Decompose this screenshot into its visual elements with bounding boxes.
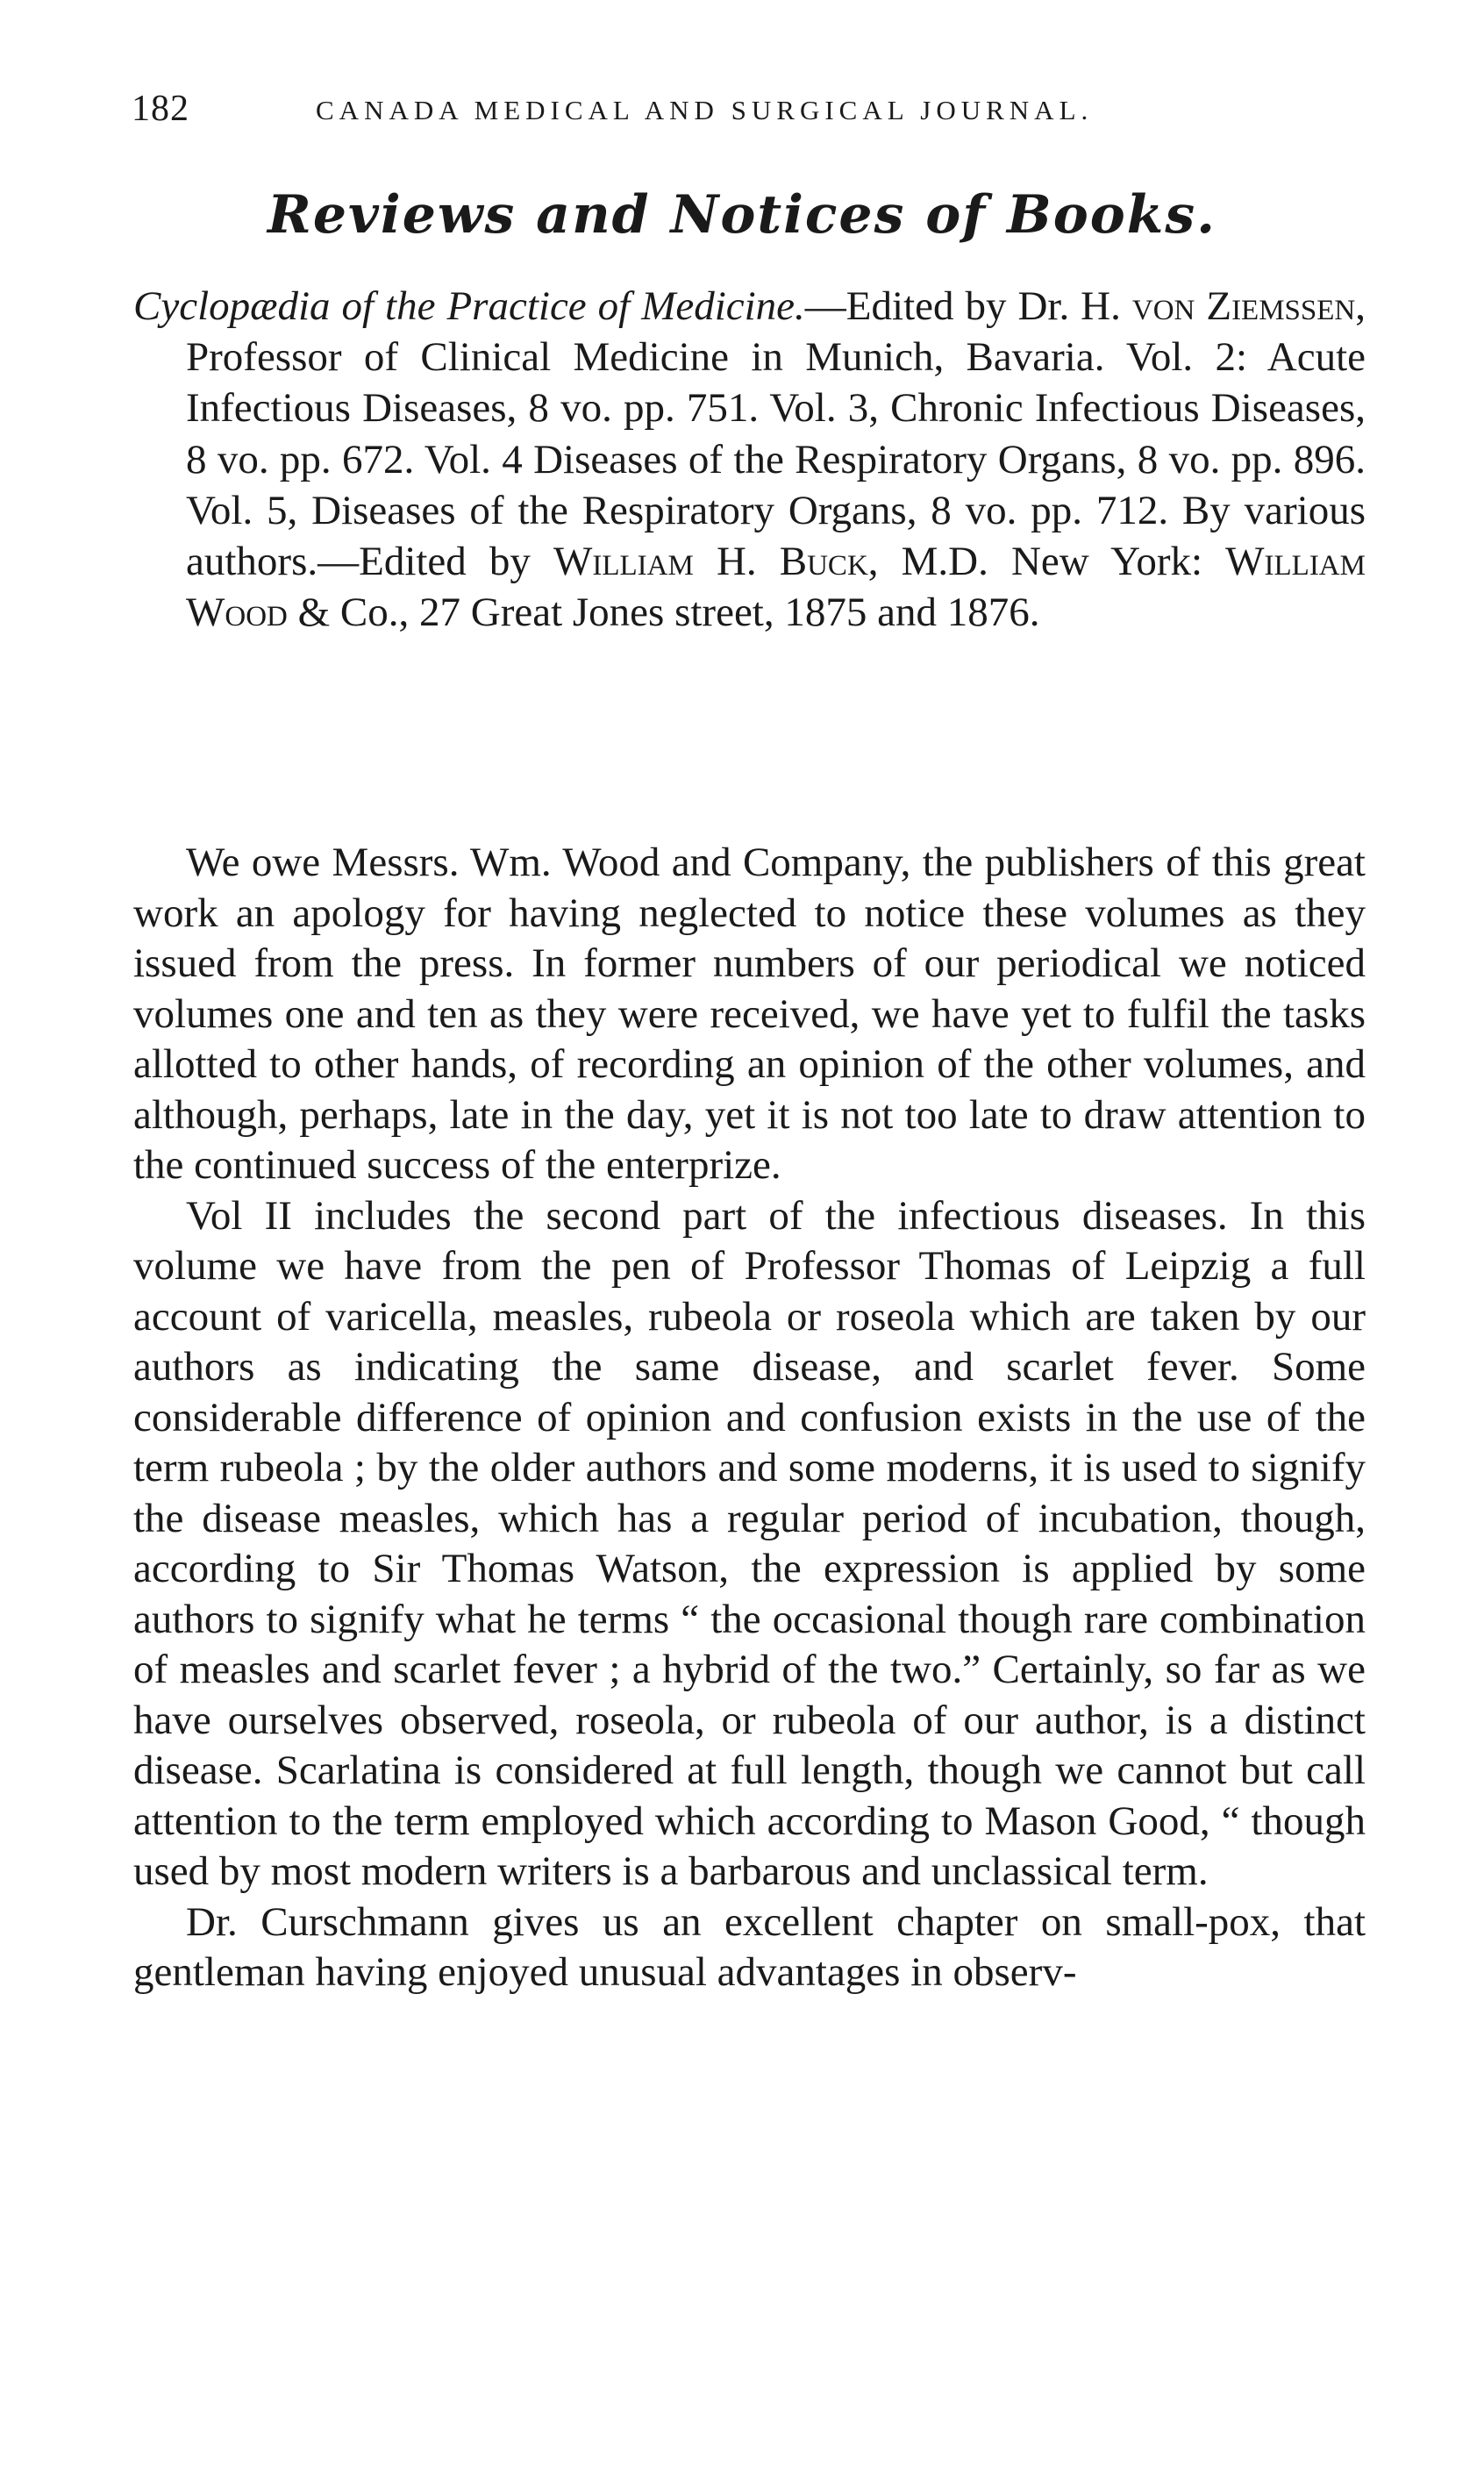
second-editor-name: William H. Buck (553, 539, 868, 585)
book-citation (133, 281, 1366, 638)
review-paragraph: Vol II includes the second part of the infectious diseases. In this volume we have from the pen of Professor Thomas of Leipzig a full account of varicella, measles, rubeola or roseola which are taken by our authors as indicating the same disease, and scarlet fever. Some considerable difference of opinion and confusion exists in the use of the term rubeola ; by the older authors and some moderns, it is used to signify the disease measles, which has a regular period of incubation, though, according to Sir Thomas Watson, the expression is applied by some authors to signify what he terms “ the occasional though rare combination of measles and scarlet fever ; a hybrid of the two.” Certainly, so far as we have ourselves observed, roseola, or rubeola of our author, is a distinct disease. Scarlatina is considered at full length, though we cannot but call attention to the term employed which according to Mason Good, “ though used by most modern writers is a barbarous and unclassical term. (133, 1192, 1366, 1894)
citation-text-3: , M.D. New York: (867, 539, 1203, 585)
review-paragraph: We owe Messrs. Wm. Wood and Company, the publishers of this great work an apology for having neglected to notice these volumes as they issued from the press. In former numbers of our periodical we noticed volumes one and ten as they were received, we have yet to fulfil the tasks allotted to other hands, of recording an opinion of the other volumes, and although, perhaps, late in the day, yet it is not too late to draw attention to the continued success of the enterprize. (133, 840, 1366, 1188)
page-header (132, 88, 1403, 140)
review-paragraph: Dr. Curschmann gives us an excellent chapter on small-pox, that gentleman having enjoyed unusual advantages in observ- (133, 1898, 1366, 1995)
review-body (133, 838, 1366, 1998)
citation-text-4: & Co., 27 Great Jones street, 1875 and 1876. (297, 590, 1040, 636)
page-number: 182 (132, 89, 189, 129)
citation-text-2: , Professor of Clinical Medicine in Munich, Bavaria. Vol. 2: Acute Infectious Diseases, 8 vo. pp. 751. Vol. 3, Chronic Infectious Diseases, 8 vo. pp. 672. Vol. 4 Diseases of the Respiratory Organs, 8 vo. pp. 896. Vol. 5, Diseases of the Respiratory Organs, 8 vo. pp. 712. By various authors.—Edited by (186, 283, 1366, 585)
publisher-name: William Wood (186, 539, 1366, 636)
citation-text-1: —Edited by Dr. H. (804, 283, 1121, 329)
book-title: Cyclopædia of the Practice of Medicine. (133, 283, 805, 329)
running-title: CANADA MEDICAL AND SURGICAL JOURNAL. (316, 95, 1094, 125)
editor-name: von Ziemssen (1131, 283, 1356, 329)
section-title: Reviews and Notices of Books. (268, 184, 1216, 246)
